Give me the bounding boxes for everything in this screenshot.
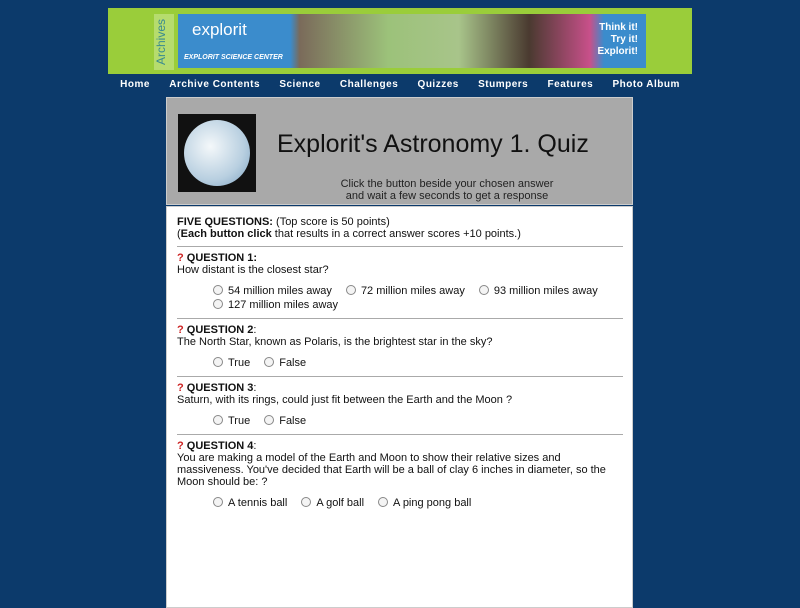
- answer-option[interactable]: [378, 496, 471, 510]
- nav-quizzes[interactable]: Quizzes: [417, 79, 459, 90]
- instructions: [317, 178, 577, 202]
- banner-image[interactable]: [178, 14, 646, 68]
- quiz-header: [166, 97, 633, 205]
- nav-home[interactable]: Home: [120, 79, 150, 90]
- nav-stumpers[interactable]: Stumpers: [478, 79, 529, 90]
- site-banner: [108, 8, 692, 74]
- option-label: A ping pong ball: [393, 497, 472, 509]
- answer-option[interactable]: [346, 284, 465, 298]
- option-label: 127 million miles away: [228, 299, 339, 311]
- question-label: QUESTION 4: [186, 440, 254, 452]
- option-label: A golf ball: [316, 497, 365, 509]
- question-2: ? QUESTION 2: The North Star, known as Polaris, is the brightest star in the sky? True False: [177, 318, 623, 370]
- answer-option[interactable]: [213, 496, 287, 510]
- option-label: 93 million miles away: [493, 285, 598, 297]
- answer-option[interactable]: [301, 496, 364, 510]
- option-label: 72 million miles away: [360, 285, 465, 297]
- question-label: QUESTION 1:: [186, 252, 258, 264]
- radio-button[interactable]: [264, 357, 274, 367]
- radio-button[interactable]: [264, 415, 274, 425]
- logo-subtitle: EXPLORIT SCIENCE CENTER: [184, 54, 283, 61]
- question-3: ? QUESTION 3: Saturn, with its rings, could just fit between the Earth and the Moon ? True False: [177, 376, 623, 428]
- question-4: ? QUESTION 4: You are making a model of the Earth and Moon to show their relative sizes and massiveness. You've decided that Earth will be a ball of clay 6 inches in diameter, so the Moon should be: ? A tennis ball A golf ball A ping pong ball: [177, 434, 623, 510]
- radio-button[interactable]: [213, 357, 223, 367]
- radio-button[interactable]: [213, 285, 223, 295]
- option-label: False: [279, 415, 307, 427]
- slogan-line: Think it!: [599, 22, 638, 33]
- nav-challenges[interactable]: Challenges: [339, 79, 399, 90]
- option-label: 54 million miles away: [228, 285, 332, 297]
- intro-paren: (: [177, 228, 181, 240]
- question-text: You are making a model of the Earth and Moon to show their relative sizes and massiveness. You've decided that Earth will be a ball of clay 6 inches in diameter, so the Moon should be: ?: [177, 452, 606, 488]
- options: [213, 284, 623, 312]
- page-title: Explorit's Astronomy 1. Quiz: [277, 130, 589, 158]
- nav-archive-contents[interactable]: Archive Contents: [169, 79, 261, 90]
- nav-photo-album[interactable]: Photo Album: [612, 79, 680, 90]
- options: [213, 356, 623, 370]
- question-label: QUESTION 2: [186, 324, 254, 336]
- radio-button[interactable]: [346, 285, 356, 295]
- question-text: How distant is the closest star?: [177, 264, 329, 276]
- slogan: [597, 22, 638, 58]
- intro-bold: FIVE QUESTIONS:: [177, 216, 273, 228]
- intro-text: that results in a correct answer scores +10 points.): [271, 228, 521, 240]
- question-icon: ?: [177, 324, 184, 336]
- main-nav: [0, 79, 800, 90]
- intro-bold: Each button click: [180, 228, 272, 240]
- radio-button[interactable]: [479, 285, 489, 295]
- instructions-line: and wait a few seconds to get a response: [345, 190, 549, 202]
- radio-button[interactable]: [213, 299, 223, 309]
- question-1: [177, 246, 623, 312]
- divider: [177, 434, 623, 435]
- divider: [177, 376, 623, 377]
- option-label: True: [228, 415, 251, 427]
- answer-option[interactable]: [213, 284, 332, 298]
- divider: [177, 246, 623, 247]
- answer-option[interactable]: [213, 356, 250, 370]
- answer-option[interactable]: [213, 298, 338, 312]
- option-label: A tennis ball: [228, 497, 288, 509]
- answer-option[interactable]: [264, 356, 306, 370]
- slogan-line: Try it!: [610, 34, 638, 45]
- archives-label: Archives: [154, 14, 174, 70]
- question-icon: ?: [177, 382, 184, 394]
- quiz-body: [166, 206, 633, 608]
- radio-button[interactable]: [213, 497, 223, 507]
- radio-button[interactable]: [213, 415, 223, 425]
- options: [213, 496, 623, 510]
- question-text: The North Star, known as Polaris, is the brightest star in the sky?: [177, 336, 493, 348]
- radio-button[interactable]: [378, 497, 388, 507]
- moon-image: [178, 114, 256, 192]
- question-icon: ?: [177, 252, 184, 264]
- answer-option[interactable]: [479, 284, 598, 298]
- question-text: Saturn, with its rings, could just fit between the Earth and the Moon ?: [177, 394, 513, 406]
- nav-features[interactable]: Features: [547, 79, 594, 90]
- option-label: False: [279, 357, 307, 369]
- answer-option[interactable]: [213, 414, 250, 428]
- intro-text: (Top score is 50 points): [272, 216, 390, 228]
- slogan-line: Explorit!: [597, 46, 638, 57]
- explorit-logo: explorit: [192, 20, 247, 39]
- divider: [177, 318, 623, 319]
- options: [213, 414, 623, 428]
- radio-button[interactable]: [301, 497, 311, 507]
- answer-option[interactable]: [264, 414, 306, 428]
- nav-science[interactable]: Science: [279, 79, 321, 90]
- option-label: True: [228, 357, 251, 369]
- question-label: QUESTION 3: [186, 382, 254, 394]
- intro: [177, 216, 623, 240]
- instructions-line: Click the button beside your chosen answer: [340, 178, 554, 190]
- question-icon: ?: [177, 440, 184, 452]
